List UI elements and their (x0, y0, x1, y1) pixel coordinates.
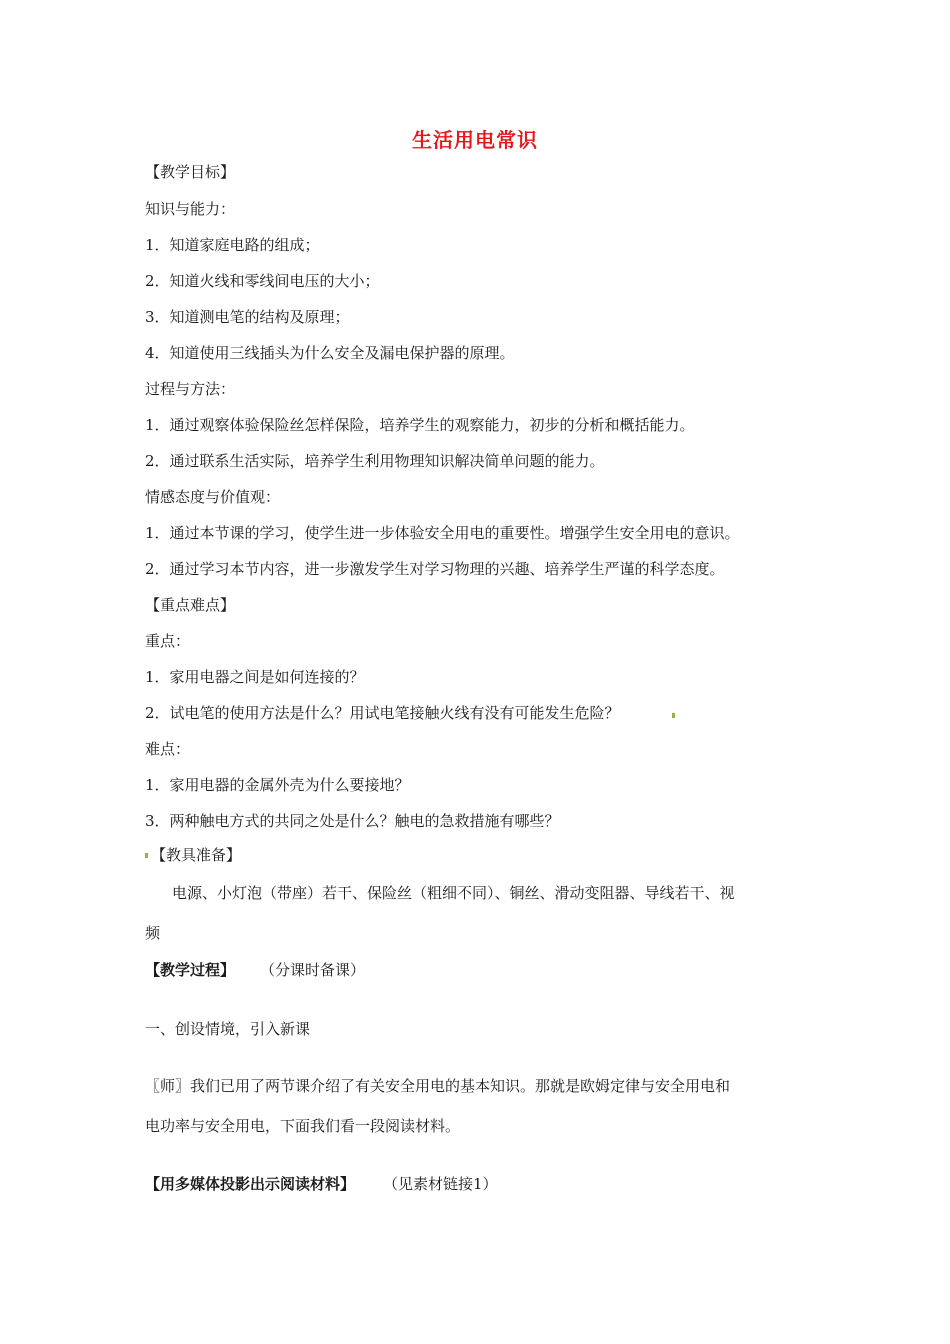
reading-material-heading: 【用多媒体投影出示阅读材料】 (145, 1175, 356, 1193)
list-item: 3．两种触电方式的共同之处是什么？触电的急救措施有哪些？ (145, 812, 560, 830)
margin-dot-marker (672, 713, 675, 718)
section-heading-key-points: 【重点难点】 (145, 596, 236, 614)
section-heading-process: 【教学过程】 (145, 961, 236, 979)
list-item: 4．知道使用三线插头为什么安全及漏电保护器的原理。 (145, 344, 515, 362)
list-item: 2．通过联系生活实际，培养学生利用物理知识解决简单问题的能力。 (145, 452, 605, 470)
paragraph-teacher: 〖师〗我们已用了两节课介绍了有关安全用电的基本知识。那就是欧姆定律与安全用电和 (145, 1077, 731, 1095)
reading-material-note: （见素材链接1） (383, 1175, 498, 1193)
subheading-difficulty: 难点： (145, 740, 191, 758)
list-item: 1．通过观察体验保险丝怎样保险，培养学生的观察能力，初步的分析和概括能力。 (145, 416, 695, 434)
subheading-key: 重点： (145, 632, 191, 650)
margin-dot-marker (145, 853, 148, 858)
list-item: 2．知道火线和零线间电压的大小； (145, 272, 380, 290)
list-item: 2．通过学习本节内容，进一步激发学生对学习物理的兴趣、培养学生严谨的科学态度。 (145, 560, 725, 578)
subsection-heading: 一、创设情境，引入新课 (145, 1020, 311, 1038)
list-item: 1．家用电器之间是如何连接的？ (145, 668, 365, 686)
list-item: 2．试电笔的使用方法是什么？用试电笔接触火线有没有可能发生危险？ (145, 704, 620, 722)
paragraph-equipment-continued: 频 (145, 924, 161, 942)
list-item: 1．通过本节课的学习，使学生进一步体验安全用电的重要性。增强学生安全用电的意识。 (145, 524, 740, 542)
document-title: 生活用电常识 (412, 128, 538, 152)
section-heading-equipment: 【教具准备】 (151, 846, 242, 864)
subheading-process: 过程与方法： (145, 380, 236, 398)
list-item: 1．知道家庭电路的组成； (145, 236, 320, 254)
section-note: （分课时备课） (260, 961, 366, 979)
section-heading-objectives: 【教学目标】 (145, 163, 236, 181)
list-item: 1．家用电器的金属外壳为什么要接地？ (145, 776, 410, 794)
paragraph-equipment: 电源、小灯泡（带座）若干、保险丝（粗细不同）、铜丝、滑动变阻器、导线若干、视 (172, 884, 735, 902)
paragraph-teacher-continued: 电功率与安全用电，下面我们看一段阅读材料。 (145, 1117, 461, 1135)
subheading-attitude: 情感态度与价值观： (145, 488, 281, 506)
subheading-knowledge: 知识与能力： (145, 200, 236, 218)
list-item: 3．知道测电笔的结构及原理； (145, 308, 350, 326)
